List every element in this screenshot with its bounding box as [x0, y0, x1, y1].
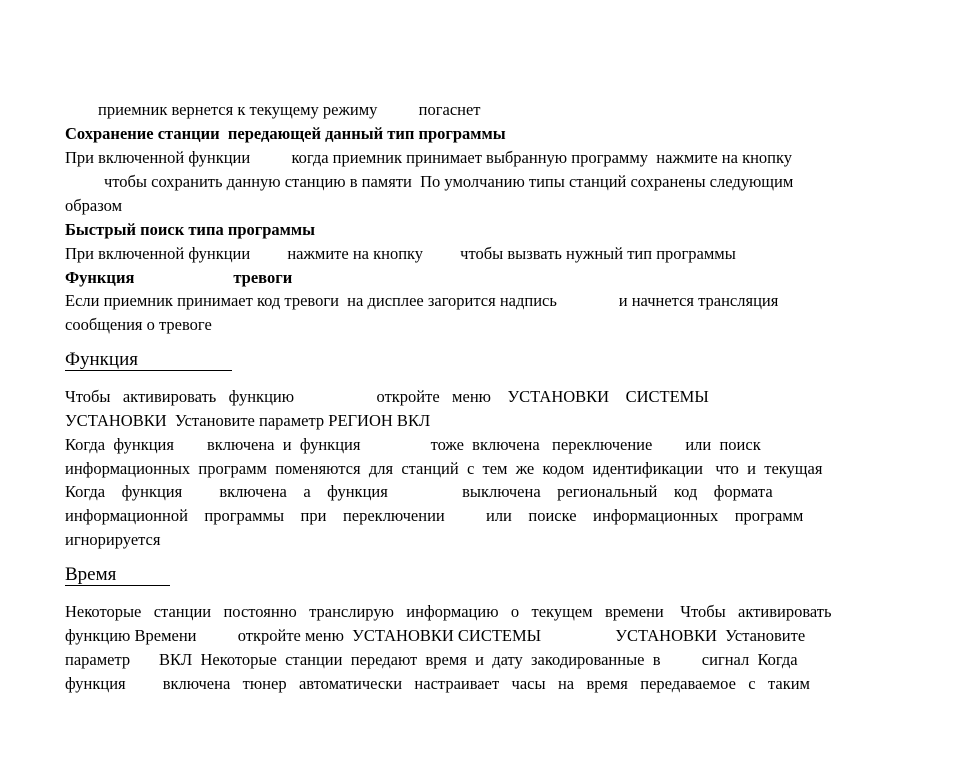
paragraph-line: чтобы сохранить данную станцию в памяти По умолчанию типы станций сохранены следующим: [104, 172, 794, 191]
paragraph-line: функция включена тюнер автоматически настраивает часы на время передаваемое с таким: [65, 674, 810, 693]
paragraph-line: УСТАНОВКИ Установите параметр РЕГИОН ВКЛ: [65, 411, 431, 430]
paragraph-line: сообщения о тревоге: [65, 315, 212, 334]
paragraph-line: образом: [65, 196, 123, 215]
paragraph-line: Если приемник принимает код тревоги на дисплее загорится надпись и начнется трансляция: [65, 291, 779, 310]
paragraph-line: Чтобы активировать функцию откройте меню УСТАНОВКИ СИСТЕМЫ: [65, 387, 709, 406]
paragraph-line: игнорируется: [65, 530, 161, 549]
section-heading-function: Функция: [65, 349, 138, 370]
paragraph-line: информационных программ поменяются для станций с тем же кодом идентификации что и текущая: [65, 459, 823, 478]
heading-underline: [65, 585, 170, 586]
paragraph-line: приемник вернется к текущему режиму погаснет: [98, 100, 481, 119]
paragraph-line: информационной программы при переключении или поиске информационных программ: [65, 506, 804, 525]
section-heading-quick-search: Быстрый поиск типа программы: [65, 220, 316, 239]
paragraph-line: При включенной функции нажмите на кнопку чтобы вызвать нужный тип программы: [65, 244, 736, 263]
paragraph-line: параметр ВКЛ Некоторые станции передают время и дату закодированные в сигнал Когда: [65, 650, 798, 669]
paragraph-line: Когда функция включена а функция выключена региональный код формата: [65, 482, 773, 501]
paragraph-line: функцию Времени откройте меню УСТАНОВКИ СИСТЕМЫ УСТАНОВКИ Установите: [65, 626, 806, 645]
section-heading-alarm: Функция тревоги: [65, 268, 293, 287]
paragraph-line: При включенной функции когда приемник принимает выбранную программу нажмите на кнопку: [65, 148, 793, 167]
paragraph-line: Некоторые станции постоянно транслирую информацию о текущем времени Чтобы активировать: [65, 602, 832, 621]
section-heading-time: Время: [65, 564, 117, 585]
paragraph-line: Когда функция включена и функция тоже включена переключение или поиск: [65, 435, 761, 454]
section-heading-save-station: Сохранение станции передающей данный тип программы: [65, 124, 506, 143]
heading-underline: [65, 370, 232, 371]
